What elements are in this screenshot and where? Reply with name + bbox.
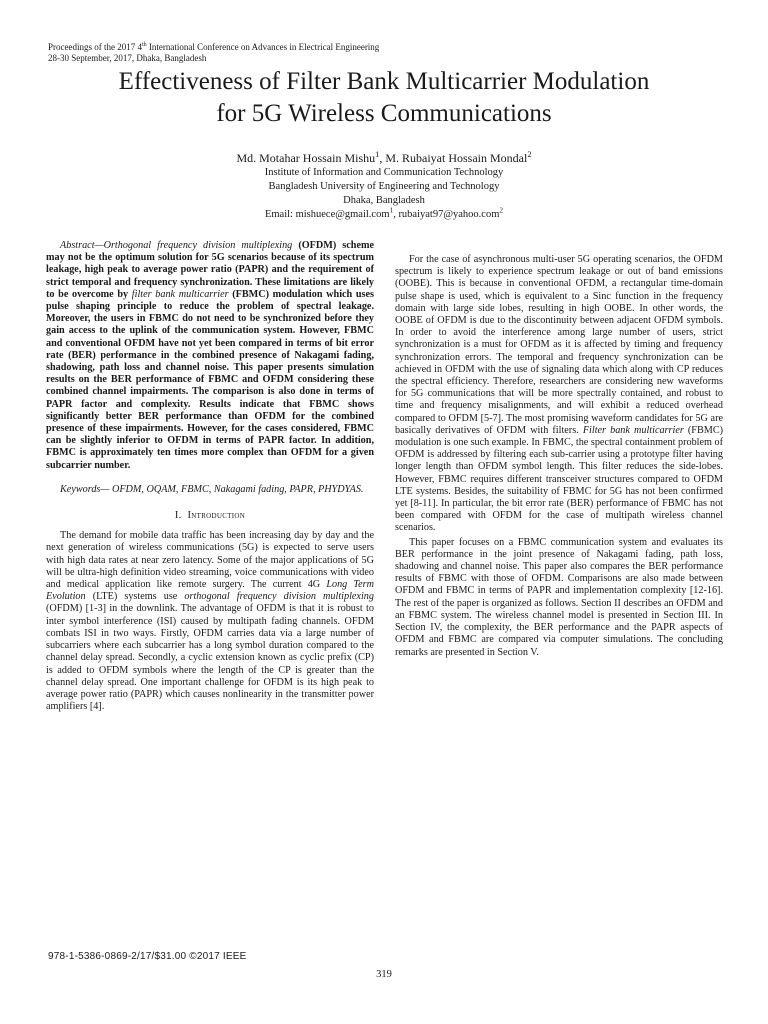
page-number: 319 [376, 969, 392, 980]
copyright-isbn: 978-1-5386-0869-2/17/$31.00 ©2017 IEEE [48, 951, 247, 962]
intro-p1-text-c: (OFDM) [1-3] in the downlink. The advantage of OFDM is that it is robust to inter symbol interference (ISI) caused by multipath fading channels. OFDM combats ISI in two ways. Firstly, OFDM carries data via a large number of subcarriers where each subcarrier has a long symbol duration compared to the channel delay spread. Secondly, a cyclic extension known as cyclic prefix (CP) is added to OFDM symbols where the length of the CP is greater than the channel delay spread. One important challenge for OFDM is its high peak to average power ratio (PAPR) which causes nonlinearity in the transmitter power amplifiers [4]. [46, 603, 374, 713]
email-2: , rubaiyat97@yahoo.com [393, 209, 500, 220]
intro-p1-text-a: The demand for mobile data traffic has been increasing day by day and the next generation of wireless communications (5G) is expected to serve users with high data rates at near zero latency. Some of the major applications of 5G will be ultra-high definition video streaming, voice communications with video and medical application like remote surgery. The current 4G [46, 530, 374, 591]
paper-title [30, 66, 738, 130]
intro-p1-ofdm-term: orthogonal frequency division multiplexing [184, 591, 374, 603]
conference-header [48, 42, 379, 64]
abstract-part-2: (FBMC) modulation which uses pulse shaping principle to reduce the problem of spectral leakage. Moreover, the users in FBMC do not need to be synchronized before they gain access to the uplink of the communication system. However, FBMC and conventional OFDM have not yet been compared in terms of bit error rate (BER) performance in the combined presence of Nakagami fading, shadowing, path loss and channel noise. This paper presents simulation results on the BER performance of FBMC and OFDM considering these combined channel impairments. The comparison is also done in terms of PAPR factor and complexity. Results indicate that FBMC shows significantly better BER performance than OFDM for the combined presence of these impairments. However, for the cases considered, FBMC can be slightly inferior to OFDM in terms of PAPR factor. In addition, FBMC is approximately ten times more complex than OFDM for a given subcarrier number. [46, 288, 374, 471]
section-title: Introduction [187, 510, 246, 522]
conference-line-1-prefix: Proceedings of the 2017 4 [48, 42, 142, 52]
author-separator: , [379, 151, 386, 165]
intro-p1-lte-term: Long Term Evolution [46, 579, 374, 603]
left-column [46, 240, 374, 713]
affiliation-university: Bangladesh University of Engineering and Technology [268, 181, 500, 192]
author-1-sup: 1 [375, 150, 380, 159]
intro-p2-text-a: For the case of asynchronous multi-user 5G operating scenarios, the OFDM spectrum is likely to experience spectrum leakage or out of band emissions (OOBE). This is because in conventional OFDM, a rectangular time-domain pulse shape is used, which is equivalent to a Sinc function in the frequency domain with large side lobes, resulting in high OOBE. In other words, the OOBE of OFDM is due to the discontinuity between adjacent OFDM symbols. In order to avoid the interference among large number of users, strict synchronization is a must for OFDM as it is affected by timing and frequency synchronization errors. The temporal and frequency synchronization can be achieved in OFDM with the use of signaling data which along with CP reduces the spectral efficiency. Therefore, researchers are considering new waveforms for 5G communications that will be more spectrally contained, and robust to time and frequency misalignments, and will exhibit a reduced overhead compared to OFDM [5-7]. The most promising waveform candidates for 5G are basically derivatives of OFDM with filters. [395, 254, 723, 436]
section-heading-introduction [46, 510, 374, 522]
affiliation [40, 166, 728, 222]
conference-line-1-suffix: International Conference on Advances in Electrical Engineering [146, 42, 380, 52]
affiliation-email [40, 205, 728, 222]
intro-p2-text-b: (FBMC) modulation is one such example. In FBMC, the spectral containment problem of OFDM is addressed by filtering each sub-carrier using a prototype filter having longer length than OFDM symbol length. This filter reduces the side-lobes. However, FBMC requires different transceiver structures compared to OFDM LTE systems. Besides, the suitability of FBMC for 5G has not been confirmed yet [8-11]. In particular, the bit error rate (BER) performance of FBMC has not been compared with OFDM for the case of multipath wireless channel scenarios. [395, 424, 724, 534]
intro-p2-fbmc-term: Filter bank multicarrier [582, 424, 684, 436]
right-column [395, 254, 723, 659]
author-1: Md. Motahar Hossain Mishu [236, 151, 376, 165]
paper-title-line-2: for 5G Wireless Communications [216, 100, 552, 127]
email-1-sup: 1 [389, 205, 394, 215]
email-1: Email: mishuece@gmail.com [264, 209, 390, 220]
abstract [46, 240, 374, 472]
keywords: Keywords— OFDM, OQAM, FBMC, Nakagami fading, PAPR, PHYDYAS. [60, 483, 364, 495]
author-list [40, 151, 728, 166]
abstract-part-1: (OFDM) scheme may not be the optimum solution for 5G scenarios because of its spectrum leakage, high peak to average power ratio (PAPR) and the requirement of strict temporal and frequency synchronization. These limitations are likely to be overcome by [46, 240, 374, 300]
paper-title-line-1: Effectiveness of Filter Bank Multicarrier Modulation [118, 68, 650, 95]
intro-p1-text-b: (LTE) systems use [85, 591, 185, 603]
conference-line-1 [48, 42, 379, 53]
affiliation-institute: Institute of Information and Communication Technology [264, 167, 504, 178]
affiliation-city: Dhaka, Bangladesh [343, 195, 425, 206]
intro-paragraph-2 [395, 254, 723, 535]
conference-line-1-sup: th [141, 42, 147, 48]
intro-paragraph-3: This paper focuses on a FBMC communication system and evaluates its BER performance in the joint presence of Nakagami fading, path loss, shadowing and channel noise. This paper also compares the BER performance results of FBMC with those of OFDM. Comparisons are also made between OFDM and FBMC in terms of PAPR and implementation complexity [12-16]. The rest of the paper is organized as follows. Section II describes an OFDM and an FBMC system. The wireless channel model is presented in Section III. In Section IV, the complexity, the BER performance and the PAPR aspects of OFDM and FBMC are compared via computer simulations. The concluding remarks are presented in Section V. [395, 536, 723, 658]
section-numeral: I. [174, 510, 182, 522]
abstract-lead: Abstract—Orthogonal frequency division multiplexing [60, 240, 293, 251]
abstract-fbmc-term: filter bank multicarrier [131, 288, 229, 300]
conference-line-2: 28-30 September, 2017, Dhaka, Bangladesh [48, 53, 207, 63]
author-2: M. Rubaiyat Hossain Mondal [385, 151, 528, 165]
intro-paragraph-1 [46, 530, 374, 713]
email-2-sup: 2 [499, 205, 504, 215]
author-2-sup: 2 [527, 150, 532, 159]
